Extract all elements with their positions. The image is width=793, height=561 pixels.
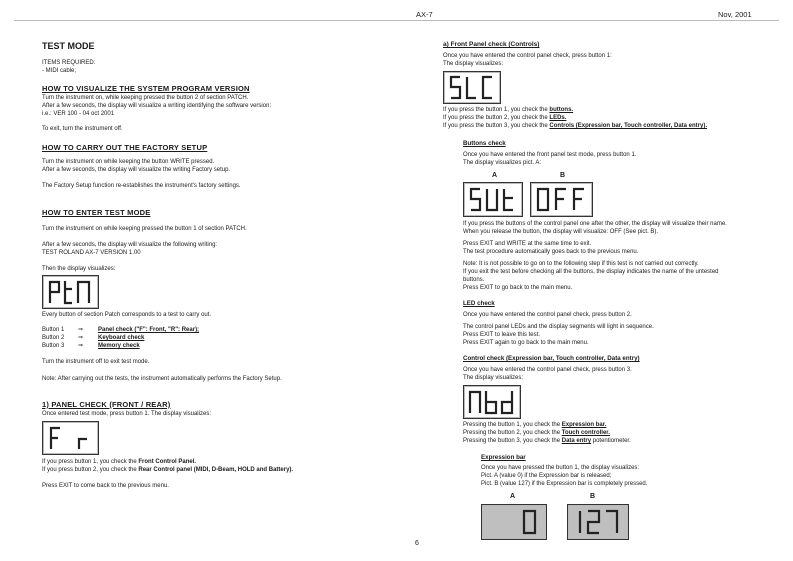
button-2-label: Button 2	[42, 335, 65, 341]
button-3-arrow: ⇒	[78, 343, 84, 349]
buttons-check-p7: Note: It is not possible to go on to the following step if this test is not carried out correctly.	[463, 261, 699, 267]
visualize-p1: Turn the instrument on, while keeping pressed the button 2 of section PATCH.	[42, 95, 249, 101]
lcd-value-0-segments	[482, 505, 546, 539]
control-check-l3-link: Data entry	[561, 438, 592, 444]
enter-p4: Then the display visualizes:	[42, 266, 116, 272]
lcd-fr-segments	[43, 422, 98, 454]
header-rule	[14, 20, 779, 21]
led-check-p3: Press EXIT to leave this test.	[463, 332, 540, 338]
lcd-slc-segments	[444, 72, 500, 103]
lcd-display-slc	[443, 71, 501, 104]
panel-p4: Press EXIT to come back to the previous menu.	[42, 483, 169, 489]
expression-bar-label-b: B	[590, 493, 596, 500]
lcd-sut-segments	[464, 183, 522, 216]
factory-p1: Turn the instrument on while keeping the button WRITE pressed.	[42, 159, 215, 165]
button-1-desc: Panel check ("F": Front, "R": Rear);	[98, 327, 200, 333]
led-check-p2: The control panel LEDs and the display segments will light in sequence.	[463, 324, 654, 330]
enter-p1: Turn the instrument on while keeping pressed the button 1 of section PATCH.	[42, 226, 247, 232]
lcd-off-segments	[531, 183, 592, 216]
buttons-check-p9: buttons.	[463, 277, 485, 283]
lcd-value-127-segments	[568, 505, 628, 539]
enter-heading: HOW TO ENTER TEST MODE	[42, 208, 151, 217]
expression-bar-p1: Once you have pressed the button 1, the display visualizes:	[481, 465, 640, 471]
factory-p2: After a few seconds, the display will visualize the writing Factory setup.	[42, 167, 231, 173]
header-model: AX-7	[416, 10, 433, 19]
factory-heading: HOW TO CARRY OUT THE FACTORY SETUP	[42, 143, 208, 152]
lcd-display-fr	[42, 421, 99, 455]
header-date: Nov, 2001	[718, 10, 752, 19]
visualize-p2: After a few seconds, the display will visualize a writing identifying the software version:	[42, 103, 272, 109]
enter-p6: Turn the instrument off to exit test mode.	[42, 359, 150, 365]
panel-p3-bold: Rear Control panel (MIDI, D-Beam, HOLD and Battery).	[138, 467, 294, 473]
items-required-label: ITEMS REQUIRED:	[42, 60, 96, 66]
lcd-display-ptn	[42, 275, 99, 309]
buttons-check-p2: The display visualizes pict. A:	[463, 160, 542, 166]
front-l1-text: If you press the button 1, you check the	[443, 107, 550, 113]
control-check-l2-text: Pressing the button 2, you check the	[463, 430, 562, 436]
buttons-check-label-b: B	[560, 172, 566, 179]
panel-p1: Once entered test mode, press button 1. The display visualizes:	[42, 411, 211, 417]
buttons-check-heading: Buttons check	[463, 140, 506, 147]
visualize-heading: HOW TO VISUALIZE THE SYSTEM PROGRAM VERSION	[42, 84, 250, 93]
lcd-display-off	[530, 182, 593, 217]
control-check-l1-text: Pressing the button 1, you check the	[463, 422, 562, 428]
button-1-arrow: ⇒	[78, 327, 84, 333]
front-p2: The display visualizes:	[443, 61, 504, 67]
button-2-arrow: ⇒	[78, 335, 84, 341]
expression-bar-p2: Pict. A (value 0) if the Expression bar is released;	[481, 473, 612, 479]
page-title: TEST MODE	[42, 41, 95, 51]
lcd-display-nbd	[463, 385, 521, 419]
led-check-p1: Once you have entered the control panel check, press button 2.	[463, 312, 632, 318]
control-check-l1	[463, 422, 606, 430]
front-heading	[443, 41, 539, 49]
front-l3-link: Controls (Expression bar, Touch controller, Data entry).	[549, 123, 707, 129]
front-l3	[443, 123, 707, 131]
front-p1: Once you have entered the control panel check, press button 1:	[443, 53, 612, 59]
front-l3-text: If you press the button 3, you check the	[443, 123, 550, 129]
lcd-nbd-segments	[464, 386, 520, 418]
panel-p2	[42, 459, 196, 467]
buttons-check-p6: The test procedure automatically goes back to the previous menu.	[463, 249, 639, 255]
panel-p2-bold: Front Control Panel.	[138, 459, 197, 465]
factory-p3: The Factory Setup function re-establishes the instrument's factory settings.	[42, 183, 241, 189]
control-check-l2-link: Touch controller.	[561, 430, 610, 436]
control-check-l3-post: potentiometer.	[591, 438, 631, 444]
lcd-display-sut	[463, 182, 523, 217]
expression-bar-label-a: A	[510, 493, 516, 500]
control-check-l3	[463, 438, 631, 446]
led-check-heading: LED check	[463, 300, 495, 307]
buttons-check-p3: If you press the buttons of the control panel one after the other, the display will visualize their name.	[463, 221, 727, 227]
lcd-display-value-0	[481, 504, 547, 540]
led-check-p4: Press EXIT again to go back to the main menu.	[463, 340, 589, 346]
items-required-item: - MIDI cable;	[42, 68, 77, 74]
panel-heading: 1) PANEL CHECK (FRONT / REAR)	[42, 400, 171, 409]
front-heading-text: a) Front Panel check (Controls)	[443, 41, 540, 48]
control-check-p2: The display visualizes:	[463, 375, 524, 381]
expression-bar-heading: Expression bar	[481, 454, 526, 461]
lcd-display-value-127	[567, 504, 629, 540]
enter-p5: Every button of section Patch corresponds to a test to carry out.	[42, 312, 212, 318]
control-check-heading: Control check (Expression bar, Touch controller, Data entry)	[463, 355, 640, 362]
lcd-ptn-segments	[43, 276, 98, 308]
enter-p3: TEST ROLAND AX-7 VERSION 1.00	[42, 250, 141, 256]
panel-p3-text: If you press button 2, you check the	[42, 467, 139, 473]
enter-p2: After a few seconds, the display will visualize the following writing:	[42, 242, 218, 248]
buttons-check-p5: Press EXIT and WRITE at the same time to exit.	[463, 241, 592, 247]
expression-bar-p3: Pict. B (value 127) if the Expression bar is completely pressed.	[481, 481, 648, 487]
button-2-desc: Keyboard check	[98, 335, 145, 341]
buttons-check-p1: Once you have entered the front panel test mode, press button 1.	[463, 152, 637, 158]
front-l1	[443, 107, 573, 115]
front-l2	[443, 115, 566, 123]
front-l2-link: LEDs.	[549, 115, 567, 121]
control-check-l3-text: Pressing the button 3, you check the	[463, 438, 562, 444]
buttons-check-p4: When you release the button, the display will visualize: OFF (See pict. B).	[463, 229, 659, 235]
visualize-p3: i.e.: VER 100 - 04 oct 2001	[42, 111, 115, 117]
control-check-p1: Once you have entered the control panel check, press button 3.	[463, 367, 632, 373]
enter-note: Note: After carrying out the tests, the instrument automatically performs the Factory Setup.	[42, 376, 282, 382]
front-l2-text: If you press the button 2, you check the	[443, 115, 550, 121]
panel-p2-text: If you press button 1, you check the	[42, 459, 139, 465]
page-number: 6	[415, 540, 419, 547]
button-3-label: Button 3	[42, 343, 65, 349]
buttons-check-label-a: A	[492, 172, 498, 179]
buttons-check-p10: Press EXIT to go back to the main menu.	[463, 285, 573, 291]
button-3-desc: Memory check	[98, 343, 140, 349]
visualize-p4: To exit, turn the instrument off.	[42, 126, 123, 132]
control-check-l2	[463, 430, 610, 438]
control-check-l1-link: Expression bar.	[561, 422, 607, 428]
front-l1-link: buttons.	[549, 107, 574, 113]
button-1-label: Button 1	[42, 327, 65, 333]
panel-p3	[42, 467, 293, 475]
buttons-check-p8: If you exit the test before checking all the buttons, the display indicates the name of the untested	[463, 269, 719, 275]
